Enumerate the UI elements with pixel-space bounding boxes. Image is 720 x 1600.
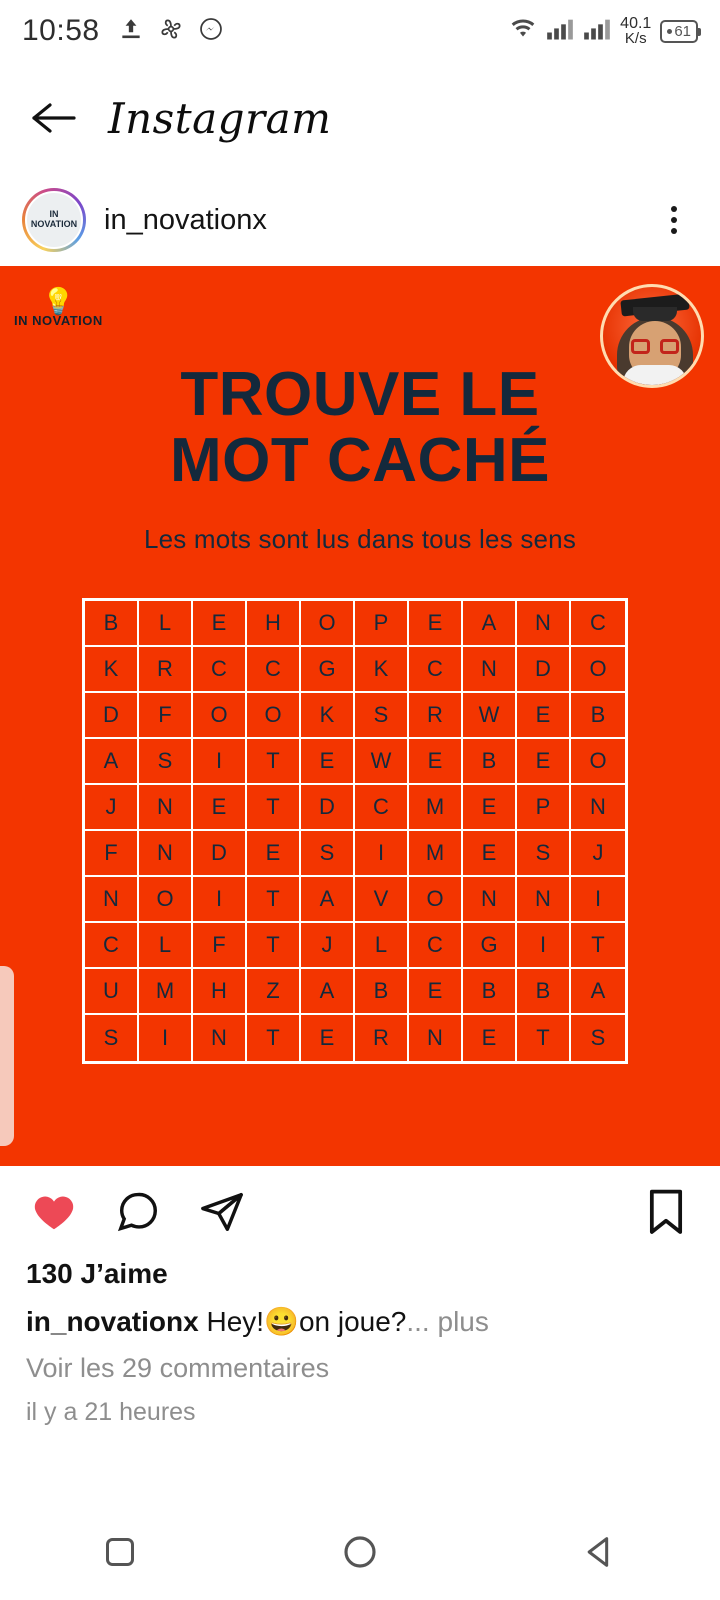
grid-cell: L <box>355 923 409 969</box>
grid-cell: T <box>571 923 625 969</box>
media-headline-line1: TROUVE LE <box>180 360 540 429</box>
avatar-logo-text: IN NOVATION <box>30 209 78 229</box>
status-bar <box>0 0 720 62</box>
grid-cell: F <box>193 923 247 969</box>
signal-bars-icon <box>583 17 611 46</box>
grid-cell: T <box>247 1015 301 1061</box>
grid-cell: N <box>571 785 625 831</box>
app-bar <box>0 62 720 174</box>
grid-cell: R <box>355 1015 409 1061</box>
grid-cell: G <box>301 647 355 693</box>
battery-indicator <box>660 20 698 43</box>
lightbulb-icon: 💡 <box>41 286 75 316</box>
network-speed-unit: K/s <box>624 30 647 47</box>
grid-cell: P <box>517 785 571 831</box>
post-header <box>0 174 720 266</box>
status-time: 10:58 <box>22 14 100 47</box>
grid-cell: N <box>139 831 193 877</box>
grid-cell: E <box>409 601 463 647</box>
grid-cell: K <box>355 647 409 693</box>
grid-cell: C <box>571 601 625 647</box>
grid-cell: S <box>590 1025 606 1050</box>
network-speed-value: 40.1 <box>620 15 652 32</box>
grid-cell: T <box>247 923 301 969</box>
grid-cell: E <box>301 1015 355 1061</box>
grid-cell: H <box>247 601 301 647</box>
grid-cell: C <box>193 647 247 693</box>
back-arrow-icon[interactable] <box>26 90 82 146</box>
grid-cell: K <box>85 647 139 693</box>
grid-cell: B <box>517 969 571 1015</box>
upload-icon <box>118 16 144 47</box>
square-icon[interactable] <box>85 1517 155 1587</box>
grid-cell: F <box>139 693 193 739</box>
grid-cell: C <box>247 647 301 693</box>
caption-block <box>0 1258 720 1427</box>
view-comments-link[interactable]: Voir les 29 commentaires <box>26 1353 330 1383</box>
grid-cell: O <box>409 877 463 923</box>
status-left-icons <box>118 16 224 47</box>
grid-cell: E <box>517 693 571 739</box>
grid-cell: E <box>409 739 463 785</box>
grid-cell: W <box>355 739 409 785</box>
share-icon[interactable] <box>194 1184 250 1240</box>
comment-icon[interactable] <box>110 1184 166 1240</box>
grid-cell: D <box>301 785 355 831</box>
grid-cell: B <box>463 969 517 1015</box>
grid-cell: E <box>301 739 355 785</box>
media-subtitle: Les mots sont lus dans tous les sens <box>143 524 577 554</box>
grid-cell: E <box>409 969 463 1015</box>
grid-cell: J <box>571 831 625 877</box>
grid-cell: A <box>301 877 355 923</box>
caption-text-2: on joue? <box>298 1306 407 1337</box>
grid-cell: D <box>517 647 571 693</box>
grid-cell: S <box>355 693 409 739</box>
caption-username[interactable]: in_novationx <box>26 1306 199 1337</box>
grid-cell: Z <box>247 969 301 1015</box>
grid-cell: S <box>85 1015 139 1061</box>
grid-cell: C <box>409 923 463 969</box>
grid-cell: N <box>463 647 517 693</box>
grid-cell: N <box>409 1015 463 1061</box>
grid-cell: M <box>139 969 193 1015</box>
grid-cell: O <box>301 601 355 647</box>
grid-cell: I <box>355 831 409 877</box>
grid-cell: J <box>301 923 355 969</box>
caption-text: Hey! <box>206 1306 265 1337</box>
grid-cell: U <box>85 969 139 1015</box>
caption-emoji: 😀 <box>264 1306 299 1337</box>
grid-cell: N <box>463 877 517 923</box>
grid-cell: R <box>409 693 463 739</box>
messenger-icon <box>198 16 224 47</box>
grid-cell: N <box>85 877 139 923</box>
grid-cell: E <box>247 831 301 877</box>
grid-cell: B <box>85 601 139 647</box>
grid-cell: P <box>355 601 409 647</box>
grid-cell: N <box>193 1015 247 1061</box>
grid-cell: A <box>85 739 139 785</box>
grid-cell: T <box>247 785 301 831</box>
grid-cell: V <box>355 877 409 923</box>
grid-cell: M <box>409 785 463 831</box>
grid-cell: I <box>193 877 247 923</box>
status-right-icons <box>509 16 698 46</box>
grid-cell: B <box>571 693 625 739</box>
grid-cell: E <box>463 1015 517 1061</box>
battery-level: 61 <box>674 22 691 40</box>
grid-cell: D <box>193 831 247 877</box>
grid-cell: L <box>139 923 193 969</box>
grid-cell: T <box>517 1015 571 1061</box>
avatar[interactable] <box>22 188 86 252</box>
grid-cell: A <box>463 601 517 647</box>
grid-cell: S <box>301 831 355 877</box>
grid-cell: G <box>463 923 517 969</box>
grid-cell: R <box>139 647 193 693</box>
edge-panel-handle[interactable] <box>0 966 14 1146</box>
grid-cell: E <box>463 785 517 831</box>
grid-cell: N <box>139 785 193 831</box>
network-speed <box>620 16 651 46</box>
grid-cell: O <box>571 647 625 693</box>
grid-cell: B <box>355 969 409 1015</box>
grid-cell: F <box>85 831 139 877</box>
grid-cell: S <box>517 831 571 877</box>
grid-cell: O <box>139 877 193 923</box>
grid-cell: O <box>247 693 301 739</box>
grid-cell: I <box>517 923 571 969</box>
grid-cell: O <box>193 693 247 739</box>
grid-cell: T <box>247 877 301 923</box>
grid-cell: E <box>463 831 517 877</box>
pinwheel-icon <box>158 16 184 47</box>
page-title: Instagram <box>108 93 332 143</box>
heart-icon[interactable] <box>26 1184 82 1240</box>
grid-cell: K <box>301 693 355 739</box>
bookmark-icon[interactable] <box>638 1184 694 1240</box>
grid-cell: B <box>463 739 517 785</box>
grid-cell: I <box>571 877 625 923</box>
grid-cell: I <box>139 1015 193 1061</box>
grid-cell: A <box>571 969 625 1015</box>
triangle-back-icon[interactable] <box>565 1517 635 1587</box>
signal-bars-icon <box>546 17 574 46</box>
grid-cell: L <box>139 601 193 647</box>
likes-count[interactable]: 130 J’aime <box>26 1258 168 1289</box>
grid-cell: T <box>247 739 301 785</box>
grid-cell: H <box>193 969 247 1015</box>
brand-watermark <box>14 288 103 328</box>
grid-cell: E <box>193 785 247 831</box>
circle-icon[interactable] <box>325 1517 395 1587</box>
grid-cell: C <box>409 647 463 693</box>
post-timestamp: il y a 21 heures <box>26 1398 196 1426</box>
grid-cell: D <box>85 693 139 739</box>
grid-cell: C <box>85 923 139 969</box>
grid-cell: N <box>517 877 571 923</box>
post-media[interactable] <box>0 266 720 1166</box>
grid-cell: E <box>193 601 247 647</box>
grid-cell: S <box>139 739 193 785</box>
grid-cell: N <box>517 601 571 647</box>
grid-cell: J <box>85 785 139 831</box>
grid-cell: I <box>193 739 247 785</box>
media-headline-line2: MOT CACHÉ <box>170 425 550 495</box>
grid-cell: O <box>571 739 625 785</box>
caption-more-button[interactable]: ... plus <box>406 1306 489 1337</box>
more-options-icon[interactable] <box>650 196 698 244</box>
system-nav-bar <box>0 1504 720 1600</box>
post-actions <box>0 1166 720 1258</box>
caption <box>26 1304 694 1339</box>
grid-cell: E <box>517 739 571 785</box>
brand-watermark-text: IN NOVATION <box>14 313 103 328</box>
grid-cell: A <box>301 969 355 1015</box>
grid-cell: C <box>355 785 409 831</box>
post-username[interactable]: in_novationx <box>104 203 267 236</box>
media-headline <box>0 362 720 493</box>
grid-cell: M <box>409 831 463 877</box>
word-search-grid <box>82 598 628 1064</box>
grid-cell: W <box>463 693 517 739</box>
wifi-icon <box>509 18 537 45</box>
